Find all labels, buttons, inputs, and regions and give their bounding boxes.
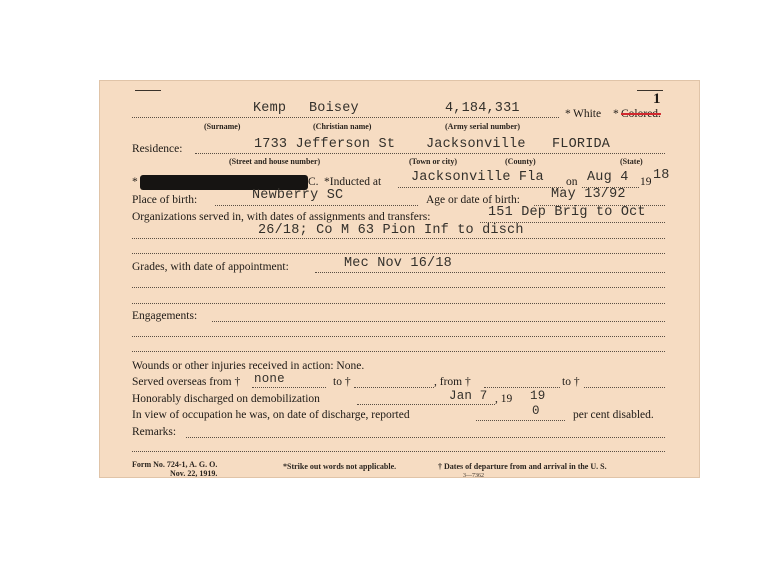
place-of-birth-value: Newberry SC xyxy=(252,188,344,203)
organizations-rule3 xyxy=(132,253,665,254)
race-colored-asterisk: * xyxy=(613,108,619,120)
overseas-to2-line xyxy=(584,387,665,388)
residence-line xyxy=(195,153,665,154)
serial-label: (Army serial number) xyxy=(445,122,521,131)
discharged-label: Honorably discharged on demobilization xyxy=(132,393,320,405)
residence-street: 1733 Jefferson St xyxy=(254,137,396,152)
inducted-19: 19 xyxy=(640,176,652,188)
christian-name-value: Boisey xyxy=(309,101,359,116)
age-label: Age or date of birth: xyxy=(426,194,520,206)
overseas-from-value: none xyxy=(254,372,285,386)
engagements-rule2 xyxy=(132,336,665,337)
percent-label: per cent disabled. xyxy=(573,409,654,421)
inducted-date: Aug 4 xyxy=(587,170,629,185)
discharge-year: 19 xyxy=(530,389,546,403)
inducted-prefix-suffix: C. xyxy=(308,176,319,188)
inducted-at-value: Jacksonville Fla xyxy=(411,170,544,185)
surname-label: (Surname) xyxy=(204,122,241,131)
state-label: (State) xyxy=(620,157,643,166)
remarks-label: Remarks: xyxy=(132,426,177,438)
remarks-rule2 xyxy=(132,451,665,452)
date-of-birth-value: May 13/92 xyxy=(551,187,626,202)
organizations-line1: 151 Dep Brig to Oct xyxy=(488,205,646,220)
form-number: Form No. 724-1, A. G. O. xyxy=(132,460,218,469)
engagements-rule1 xyxy=(212,321,665,322)
serial-value: 4,184,331 xyxy=(445,101,520,116)
race-white: White xyxy=(573,108,602,120)
disabled-percent: 0 xyxy=(532,404,540,418)
residence-state: FLORIDA xyxy=(552,137,611,152)
on-label: on xyxy=(566,176,578,188)
grades-rule3 xyxy=(132,303,665,304)
remarks-rule1 xyxy=(186,437,665,438)
grades-rule1 xyxy=(315,272,665,273)
enlisted-asterisk: * xyxy=(132,176,138,188)
overseas-from2-line xyxy=(484,387,560,388)
overseas-to-label: to † xyxy=(333,376,351,388)
overseas-from2-label: , from † xyxy=(434,376,471,388)
percent-line xyxy=(476,420,565,421)
engagements-label: Engagements: xyxy=(132,310,198,322)
organizations-line2: 26/18; Co M 63 Pion Inf to disch xyxy=(258,223,524,238)
corner-rule-left xyxy=(135,90,161,91)
discharge-date: Jan 7 xyxy=(449,389,488,403)
grades-label: Grades, with date of appointment: xyxy=(132,261,289,273)
wounds-label: Wounds or other injuries received in action: None. xyxy=(132,360,365,372)
inducted-label: *Inducted at xyxy=(324,176,382,188)
form-date: Nov. 22, 1919. xyxy=(170,469,218,478)
race-colored-struck: Colored. xyxy=(621,108,661,120)
race-white-asterisk: * xyxy=(565,108,571,120)
inducted-year: 18 xyxy=(653,168,670,183)
discharge-19: , 19 xyxy=(495,393,513,405)
residence-town: Jacksonville xyxy=(426,137,526,152)
residence-label: Residence: xyxy=(132,143,183,155)
organizations-label: Organizations served in, with dates of assignments and transfers: xyxy=(132,211,431,223)
town-label: (Town or city) xyxy=(409,157,457,166)
place-of-birth-line xyxy=(215,205,418,206)
served-overseas-label: Served overseas from † xyxy=(132,376,241,388)
occupation-label: In view of occupation he was, on date of discharge, reported xyxy=(132,409,410,421)
discharge-date-line xyxy=(357,404,495,405)
overseas-to2-label: to † xyxy=(562,376,580,388)
organizations-rule2 xyxy=(132,238,665,239)
inducted-at-line xyxy=(398,187,563,188)
overseas-from-line xyxy=(252,387,326,388)
place-of-birth-label: Place of birth: xyxy=(132,194,198,206)
county-label: (County) xyxy=(505,157,536,166)
engagements-rule3 xyxy=(132,351,665,352)
grades-rule2 xyxy=(132,287,665,288)
strike-note: *Strike out words not applicable. xyxy=(283,462,397,471)
grades-value: Mec Nov 16/18 xyxy=(344,256,452,271)
surname-value: Kemp xyxy=(253,101,287,116)
christian-name-label: (Christian name) xyxy=(313,122,372,131)
card-number: 1 xyxy=(653,91,661,107)
print-code: 3—7362 xyxy=(463,473,484,479)
overseas-to-line xyxy=(354,387,434,388)
service-record-card xyxy=(99,80,700,478)
dates-note: † Dates of departure from and arrival in the U. S. xyxy=(438,462,607,471)
street-label: (Street and house number) xyxy=(229,157,321,166)
name-line xyxy=(132,117,559,118)
